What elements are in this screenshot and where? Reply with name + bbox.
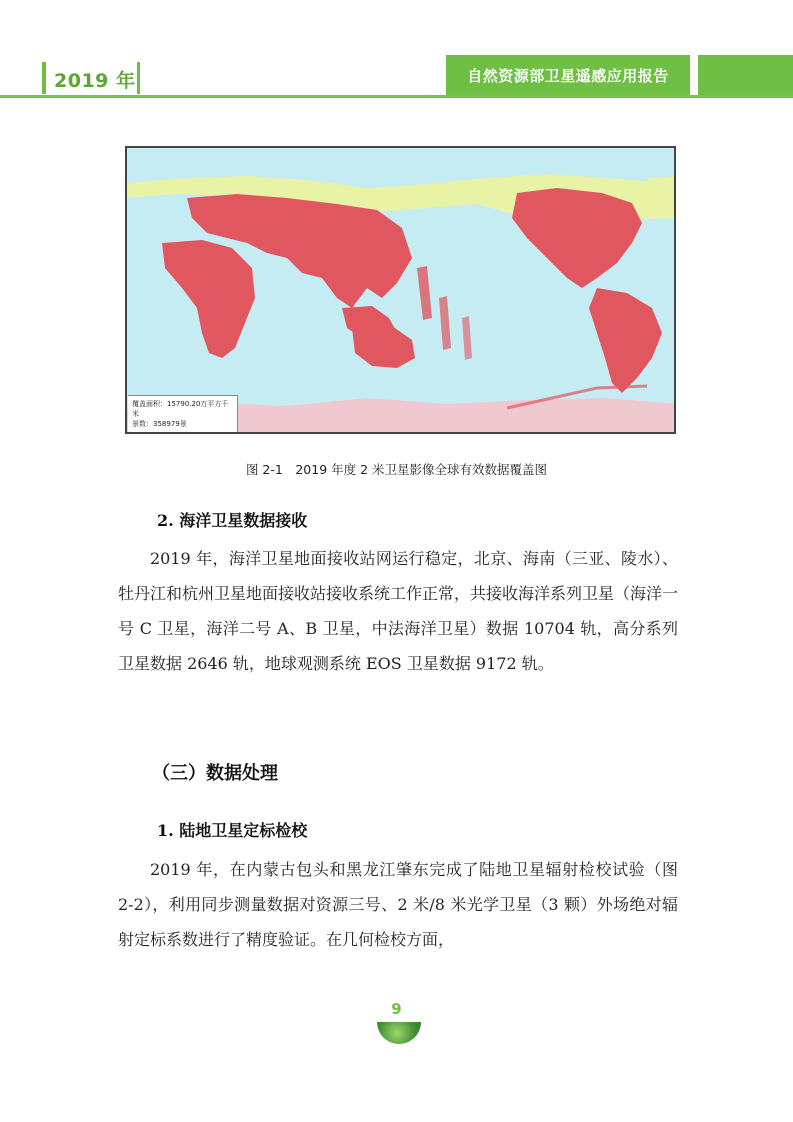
page-number: 9 [391,1000,402,1018]
header-report-title: 自然资源部卫星遥感应用报告 [446,55,690,95]
section-heading-processing: （三）数据处理 [152,763,278,784]
globe-icon [377,1022,421,1044]
header-rule [0,95,793,98]
paragraph-ocean-text: 2019 年，海洋卫星地面接收站网运行稳定，北京、海南（三亚、陵水）、牡丹江和杭州卫星地面接收站接收系统工作正常，共接收海洋系列卫星（海洋一号 C 卫星，海洋二号 A、B 卫星，中法海洋卫星）数据 10704 轨，高分系列卫星数据 2646 轨，地球观测系统 EOS 卫星数据 9172 轨。 [118,549,679,673]
coverage-map [125,146,676,434]
paragraph-calibration [118,852,678,957]
map-legend [128,395,238,432]
paragraph-ocean [118,541,678,681]
paragraph-calibration-text: 2019 年，在内蒙古包头和黑龙江肇东完成了陆地卫星辐射检校试验（图 2-2），利用同步测量数据对资源三号、2 米/8 米光学卫星（3 颗）外场绝对辐射定标系数进行了精度验证。在几何检校方面， [118,860,678,949]
header-gap [690,55,696,95]
header-divider [137,62,140,94]
section-heading-ocean: 2. 海洋卫星数据接收 [157,511,308,530]
header-accent-block [698,55,793,95]
header-accent-bar [42,62,46,94]
legend-area: 覆盖面积：15790.20万平方千米 [132,400,229,418]
header-year: 2019 年 [54,70,136,92]
legend-scenes: 景数：358979景 [132,420,187,428]
figure-caption: 图 2-1 2019 年度 2 米卫星影像全球有效数据覆盖图 [245,462,548,477]
world-map-graphic [127,148,676,434]
section-heading-calibration: 1. 陆地卫星定标检校 [157,821,308,840]
